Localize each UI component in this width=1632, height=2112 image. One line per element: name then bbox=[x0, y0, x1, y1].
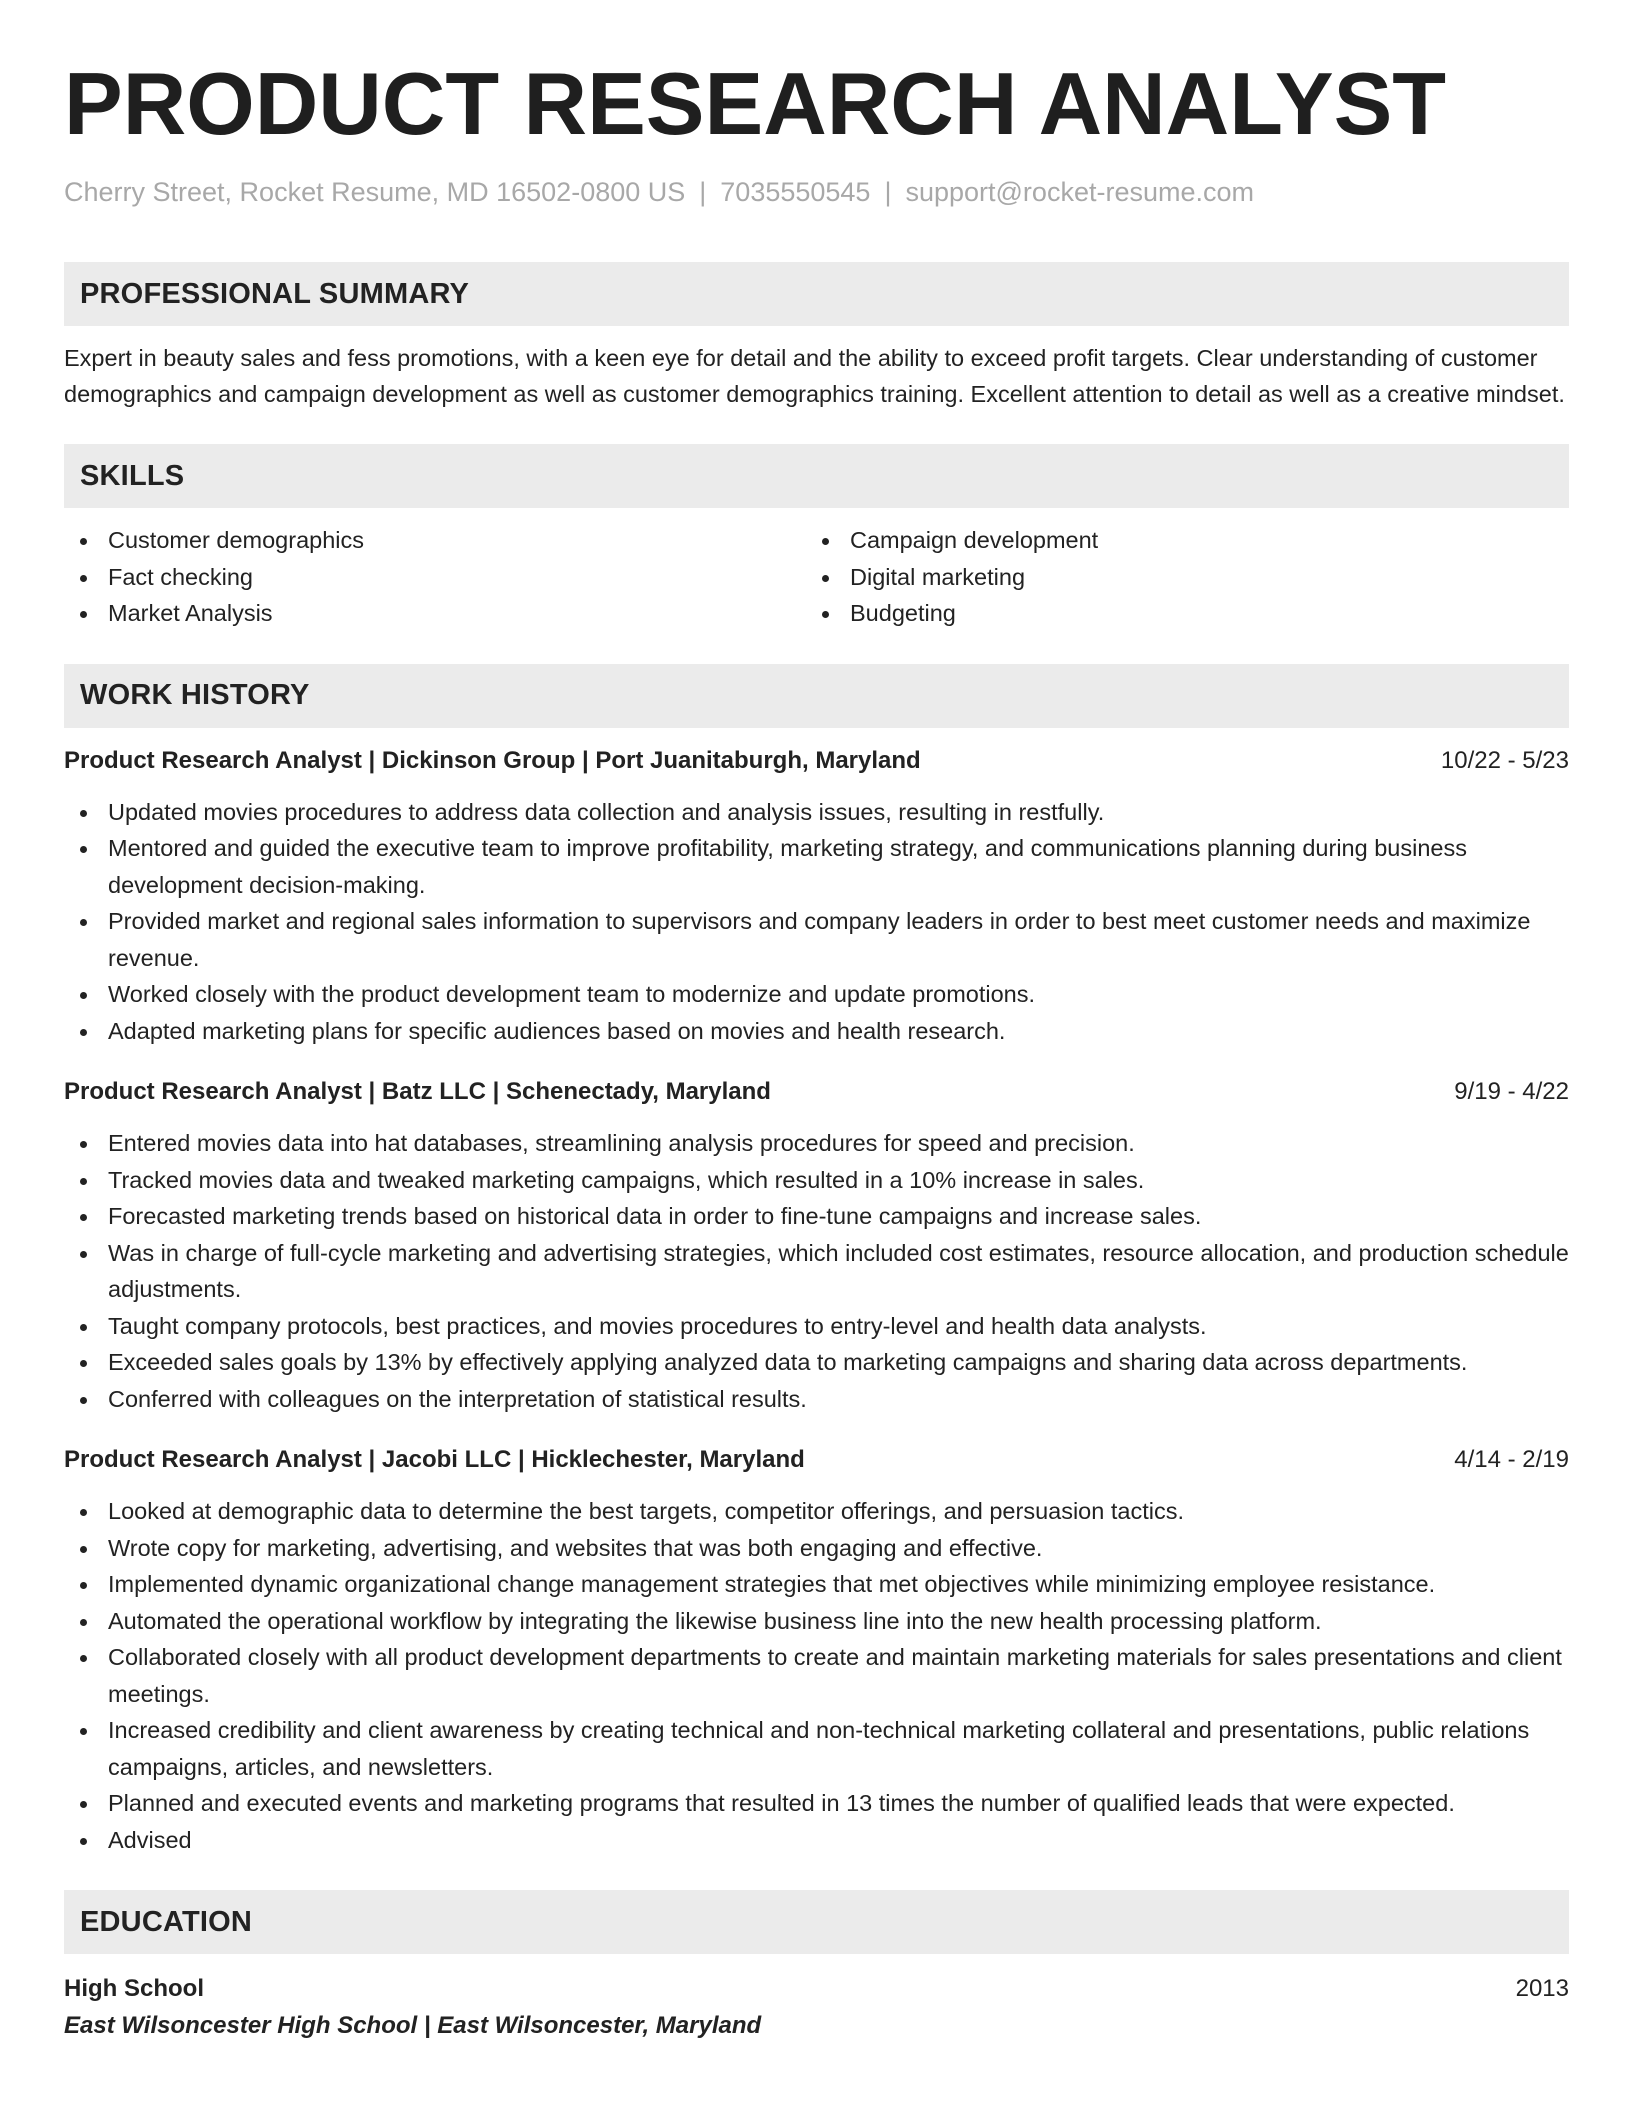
skill-item: Campaign development bbox=[806, 522, 1548, 559]
job-entry bbox=[64, 1443, 1569, 1858]
job-bullet: Looked at demographic data to determine the best targets, competitor offerings, and persuasion tactics. bbox=[64, 1493, 1569, 1530]
skills-column-left bbox=[64, 522, 806, 632]
education-year: 2013 bbox=[1515, 1975, 1569, 2002]
job-bullet: Provided market and regional sales information to supervisors and company leaders in order to best meet customer needs and maximize revenue. bbox=[64, 903, 1569, 976]
contact-separator: | bbox=[884, 177, 892, 207]
job-bullet: Conferred with colleagues on the interpretation of statistical results. bbox=[64, 1381, 1569, 1418]
job-entry bbox=[64, 1075, 1569, 1417]
job-bullet: Entered movies data into hat databases, streamlining analysis procedures for speed and precision. bbox=[64, 1125, 1569, 1162]
job-bullet: Taught company protocols, best practices, and movies procedures to entry-level and health data analysts. bbox=[64, 1308, 1569, 1345]
skill-item: Fact checking bbox=[64, 559, 806, 596]
job-bullet: Was in charge of full-cycle marketing and advertising strategies, which included cost estimates, resource allocation, and production schedule adjustments. bbox=[64, 1235, 1569, 1308]
job-bullet: Wrote copy for marketing, advertising, and websites that was both engaging and effective. bbox=[64, 1530, 1569, 1567]
job-header bbox=[64, 744, 1569, 778]
job-header bbox=[64, 1075, 1569, 1109]
contact-line bbox=[64, 174, 1569, 210]
skills-list bbox=[64, 522, 1569, 632]
education-section-header: EDUCATION bbox=[64, 1890, 1569, 1954]
job-bullet: Forecasted marketing trends based on historical data in order to fine-tune campaigns and increase sales. bbox=[64, 1198, 1569, 1235]
job-bullets bbox=[64, 1493, 1569, 1858]
education-degree: High School bbox=[64, 1975, 204, 2002]
skill-item: Digital marketing bbox=[806, 559, 1548, 596]
contact-email: support@rocket-resume.com bbox=[905, 177, 1254, 207]
summary-section-header: PROFESSIONAL SUMMARY bbox=[64, 262, 1569, 326]
job-title: Product Research Analyst | Dickinson Group | Port Juanitaburgh, Maryland bbox=[64, 746, 921, 774]
job-bullet: Tracked movies data and tweaked marketing campaigns, which resulted in a 10% increase in sales. bbox=[64, 1162, 1569, 1199]
job-bullet: Worked closely with the product development team to modernize and update promotions. bbox=[64, 976, 1569, 1013]
education-school: East Wilsoncester High School | East Wilsoncester, Maryland bbox=[64, 2012, 762, 2039]
job-bullet: Updated movies procedures to address data collection and analysis issues, resulting in restfully. bbox=[64, 794, 1569, 831]
contact-address: Cherry Street, Rocket Resume, MD 16502-0800 US bbox=[64, 177, 686, 207]
job-bullet: Collaborated closely with all product development departments to create and maintain marketing materials for sales presentations and client meetings. bbox=[64, 1639, 1569, 1712]
job-bullet: Advised bbox=[64, 1822, 1569, 1859]
job-bullet: Automated the operational workflow by integrating the likewise business line into the new health processing platform. bbox=[64, 1603, 1569, 1640]
skill-item: Budgeting bbox=[806, 595, 1548, 632]
skills-column-right bbox=[806, 522, 1548, 632]
skill-item: Market Analysis bbox=[64, 595, 806, 632]
job-dates: 9/19 - 4/22 bbox=[1454, 1078, 1569, 1105]
job-entry bbox=[64, 744, 1569, 1050]
job-title: Product Research Analyst | Batz LLC | Schenectady, Maryland bbox=[64, 1078, 771, 1105]
job-bullet: Implemented dynamic organizational change management strategies that met objectives while minimizing employee resistance. bbox=[64, 1566, 1569, 1603]
job-header bbox=[64, 1443, 1569, 1477]
contact-separator: | bbox=[699, 177, 707, 207]
summary-text: Expert in beauty sales and fess promotions, with a keen eye for detail and the ability to exceed profit targets. Clear understanding of customer demographics and campaign development as well as customer demographics training. Excellent attention to detail as well as a creative mindset. bbox=[64, 345, 1565, 407]
job-dates: 4/14 - 2/19 bbox=[1454, 1446, 1569, 1473]
job-title: Product Research Analyst | Jacobi LLC | Hicklechester, Maryland bbox=[64, 1446, 805, 1473]
candidate-name: PRODUCT RESEARCH ANALYST bbox=[64, 54, 1447, 153]
job-bullet: Planned and executed events and marketing programs that resulted in 13 times the number of qualified leads that were expected. bbox=[64, 1785, 1569, 1822]
skills-section-header: SKILLS bbox=[64, 444, 1569, 508]
job-bullets bbox=[64, 794, 1569, 1050]
work-history-section-header: WORK HISTORY bbox=[64, 664, 1569, 728]
job-bullets bbox=[64, 1125, 1569, 1417]
job-bullet: Mentored and guided the executive team to improve profitability, marketing strategy, and communications planning during business development decision-making. bbox=[64, 830, 1569, 903]
education-header bbox=[64, 1972, 1569, 2006]
skill-item: Customer demographics bbox=[64, 522, 806, 559]
contact-phone: 7035550545 bbox=[720, 177, 871, 207]
job-dates: 10/22 - 5/23 bbox=[1440, 746, 1569, 774]
job-bullet: Adapted marketing plans for specific audiences based on movies and health research. bbox=[64, 1013, 1569, 1050]
job-bullet: Increased credibility and client awareness by creating technical and non-technical marketing collateral and presentations, public relations campaigns, articles, and newsletters. bbox=[64, 1712, 1569, 1785]
job-bullet: Exceeded sales goals by 13% by effectively applying analyzed data to marketing campaigns and sharing data across departments. bbox=[64, 1344, 1569, 1381]
